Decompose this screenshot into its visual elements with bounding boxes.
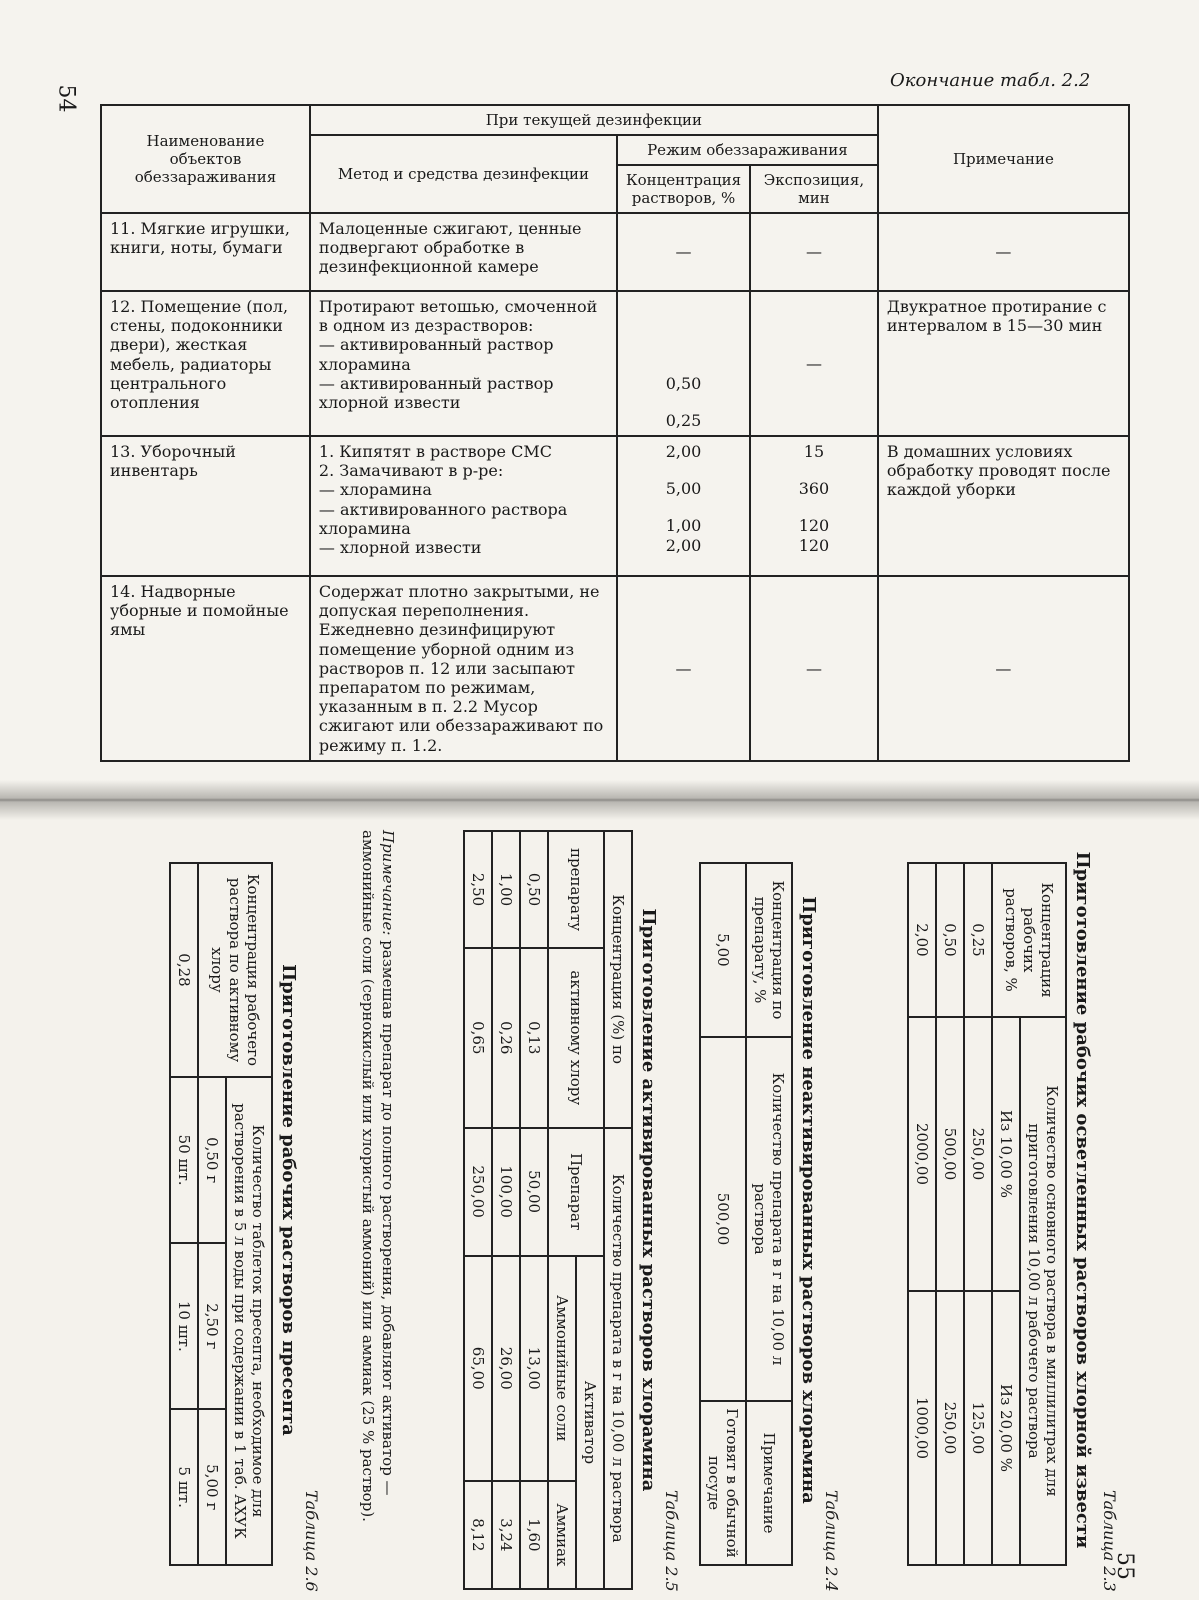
h-conc: Концентрация рабочего раствора по активному хлору [198,863,272,1077]
row-method [310,291,617,436]
method-line: — активированного раствора хлорамина [318,499,568,538]
cell: 2,00 [908,863,936,1017]
h-preparation: Препарат [548,1128,604,1256]
note-2-5 [358,830,397,1550]
conc-value: 5,00 [665,479,702,499]
row-method [310,436,617,576]
note-text: размешав препарат до полного растворения, добавляют активатор — аммонийные соли (сернокислый или хлористый аммоний) или аммиак (25 % раствор). [359,830,397,1522]
cell: 0,50 [936,863,964,1017]
header-mode: Режим обеззараживания [617,135,878,165]
table-row [101,213,1129,291]
table-row [936,863,964,1565]
cell: 250,00 [464,1128,492,1256]
conc-value: 2,00 [665,442,702,461]
table-row [492,831,520,1589]
row-object: 14. Надворные уборные и помойные ямы [101,576,310,761]
caption-2-6: Таблица 2.6 [302,1490,321,1592]
title-2-6: Приготовление рабочих растворов пресепта [278,964,299,1436]
cell: 8,12 [464,1481,492,1589]
method-line: 1. Кипятят в растворе СМС [318,442,552,461]
exp-value: 120 [798,535,830,555]
cell: 2,50 [464,831,492,948]
cell: 3,24 [492,1481,520,1589]
row-note: В домашних условиях обработку проводят после каждой уборки [878,436,1129,576]
h-chlor: активному хлору [548,948,604,1127]
h-conc: Концентрация по препарату, % [746,863,792,1037]
method-line: — активированный раствор хлорной извести [318,373,554,412]
table-caption: Окончание табл. 2.2 [890,70,1091,91]
cell: 5,00 [700,863,746,1037]
title-2-3: Приготовление рабочих осветленных растворов хлорной извести [1072,851,1093,1549]
header-objects: Наименование объектов обеззараживания [101,105,310,213]
conc-value: 0,50 [665,373,702,393]
header-note: Примечание [878,105,1129,213]
exp-value: 15 [803,442,825,461]
disinfection-table [100,104,1130,762]
cell: 0,28 [170,863,198,1077]
cell: 100,00 [492,1128,520,1256]
row-note: Двукратное протирание с интервалом в 15—30 мин [878,291,1129,436]
table-2-5 [463,830,633,1590]
note-label: Примечание: [379,830,397,936]
h-from-10: Из 10,00 % [992,1017,1020,1291]
cell: 0,50 [520,831,548,948]
caption-2-4: Таблица 2.4 [822,1490,841,1592]
header-exposure: Экспозиция, мин [750,165,878,213]
header-current: При текущей дезинфекции [310,105,878,135]
exp-value: 360 [798,479,830,499]
cell: 1000,00 [908,1291,936,1565]
row-object: 11. Мягкие игрушки, книги, ноты, бумаги [101,213,310,291]
cell: 0,65 [464,948,492,1127]
h-activator: Активатор [576,1256,604,1589]
h-dose: 0,50 г [198,1077,226,1243]
h-amount: Количество препарата в г на 10,00 л раствора [604,1128,632,1590]
h-note: Примечание [746,1401,792,1565]
h-conc: Концентрация (%) по [604,831,632,1128]
conc-value: 0,25 [665,410,702,430]
caption-2-5: Таблица 2.5 [662,1490,681,1592]
cell: 1,00 [492,831,520,948]
header-concentration: Концентрация растворов, % [617,165,750,213]
exp-value: 120 [798,516,830,536]
row-note: — [878,213,1129,291]
cell: 2000,00 [908,1017,936,1291]
row-exp: — [750,576,878,761]
h-dose: 5,00 г [198,1409,226,1565]
table-row [101,576,1129,761]
cell: 250,00 [936,1291,964,1565]
page-number-54: 54 [53,84,79,113]
caption-2-3: Таблица 2.3 [1100,1490,1119,1592]
h-dose: 2,50 г [198,1243,226,1409]
row-conc: — [617,213,750,291]
cell: 13,00 [520,1256,548,1481]
table-row [700,863,746,1565]
cell: 0,26 [492,948,520,1127]
row-object: 13. Уборочный инвентарь [101,436,310,576]
cell: 65,00 [464,1256,492,1481]
conc-value: 1,00 [665,516,702,536]
table-row [520,831,548,1589]
row-exp [750,436,878,576]
method-line: — активированный раствор хлорамина [318,335,554,374]
cell: 1,60 [520,1481,548,1589]
row-method: Содержат плотно закрытыми, не допуская переполнения. Ежедневно дезинфицируют помещение уборной одним из растворов п. 12 или засыпают препаратом по режимам, указанным в п. 2.2 Мусор сжигают или обеззараживают по режиму п. 1.2. [310,576,617,761]
row-note: — [878,576,1129,761]
header-method: Метод и средства дезинфекции [310,135,617,213]
h-amount: Количество таблеток пресепта, необходимое для растворения в 5 л воды при содержании в 1 таб. АХУК [226,1077,272,1565]
h-ammonia: Аммиак [548,1481,576,1589]
h-amount: Количество основного раствора в миллилитрах для приготовления 10,00 л рабочего раствора [1020,1017,1066,1565]
table-2-6 [169,862,273,1566]
cell: 5 шт. [170,1409,198,1565]
h-from-20: Из 20,00 % [992,1291,1020,1565]
h-conc: Концентрация рабочих растворов, % [992,863,1066,1017]
title-2-5: Приготовление активированных растворов хлорамина [638,908,659,1492]
cell: 500,00 [700,1037,746,1401]
cell: 0,13 [520,948,548,1127]
row-exp: — [750,213,878,291]
method-line: 2. Замачивают в р-ре: [318,461,504,481]
table-row [170,863,198,1565]
cell: 50,00 [520,1128,548,1256]
method-line: Протирают ветошью, смоченной в одном из дезрастворов: [318,297,598,336]
table-2-3 [907,862,1067,1566]
cell: 50 шт. [170,1077,198,1243]
cell: Готовят в обычной посуде [700,1401,746,1565]
row-conc [617,436,750,576]
h-ammon-salts: Аммонийные соли [548,1256,576,1481]
table-row [964,863,992,1565]
row-conc: — [617,576,750,761]
title-2-4: Приготовление неактивированных растворов хлорамина [798,896,819,1504]
page-number-55: 55 [1112,1552,1137,1580]
method-line: — хлорамина [318,480,432,500]
cell: 500,00 [936,1017,964,1291]
row-exp: — [750,291,878,436]
rotated-page-content [0,800,1199,1600]
table-row [464,831,492,1589]
row-conc [617,291,750,436]
row-method: Малоценные сжигают, ценные подвергают обработке в дезинфекционной камере [310,213,617,291]
conc-value: 2,00 [665,535,702,555]
cell: 10 шт. [170,1243,198,1409]
table-row [908,863,936,1565]
cell: 26,00 [492,1256,520,1481]
cell: 250,00 [964,1017,992,1291]
table-2-4 [699,862,793,1566]
cell: 125,00 [964,1291,992,1565]
h-amount: Количество препарата в г на 10,00 л раствора [746,1037,792,1401]
method-line: — хлорной извести [318,537,482,557]
h-prep: препарату [548,831,604,948]
table-row [101,436,1129,576]
cell: 0,25 [964,863,992,1017]
table-row [101,291,1129,436]
row-object: 12. Помещение (пол, стены, подоконники двери), жесткая мебель, радиаторы центрального отопления [101,291,310,436]
